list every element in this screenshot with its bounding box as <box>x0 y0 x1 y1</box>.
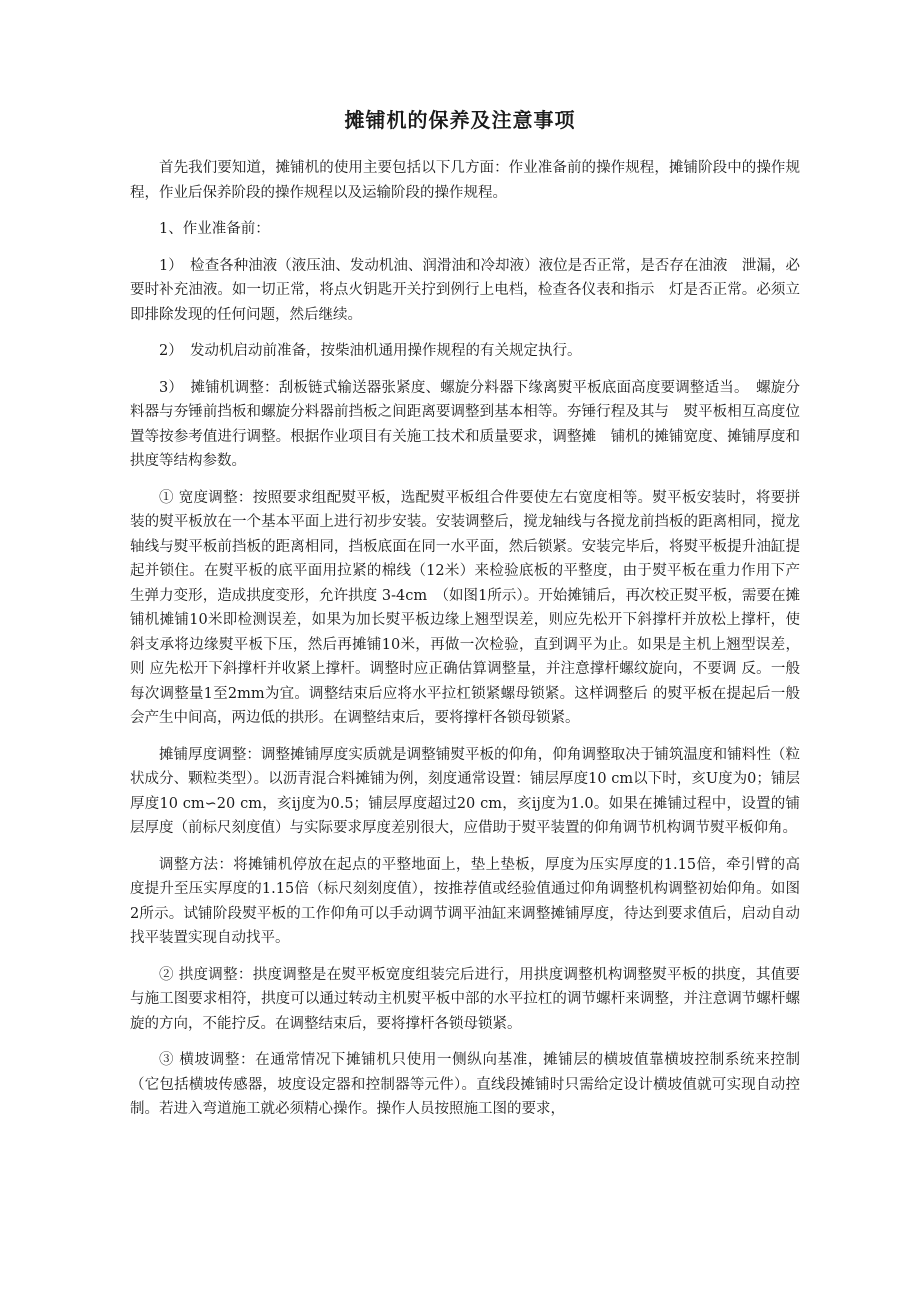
paragraph-step-1: 1） 检查各种油液（液压油、发动机油、润滑油和冷却液）液位是否正常，是否存在油液 泄漏，必要时补充油液。如一切正常，将点火钥匙开关拧到例行上电档，检查各仪表和指示 灯是否正常。必须立即排除发现的任何问题，然后继续。 <box>130 257 800 323</box>
document-body <box>130 156 800 1134</box>
paragraph-cross-slope-adjustment: ③ 横坡调整：在通常情况下摊铺机只使用一侧纵向基准，摊铺层的横坡值靠横坡控制系统来控制（它包括横坡传感器，坡度设定器和控制器等元件）。直线段摊铺时只需给定设计横坡值就可实现自动控制。若进入弯道施工就必须精心操作。操作人员按照施工图的要求， <box>130 1052 800 1117</box>
paragraph-step-3: 3） 摊铺机调整：刮板链式输送器张紧度、螺旋分料器下缘离熨平板底面高度要调整适当。 螺旋分料器与夯锤前挡板和螺旋分料器前挡板之间距离要调整到基本相等。夯锤行程及其与 熨平板相互高度位置等按参考值进行调整。根据作业项目有关施工技术和质量要求，调整摊 铺机的摊铺宽度、摊铺厚度和拱度等结构参数。 <box>130 379 800 469</box>
paragraph-intro: 首先我们要知道，摊铺机的使用主要包括以下几方面：作业准备前的操作规程，摊铺阶段中的操作规程，作业后保养阶段的操作规程以及运输阶段的操作规程。 <box>130 160 800 201</box>
paragraph-section-1-heading: 1、作业准备前： <box>159 221 270 237</box>
paragraph-width-adjustment: ① 宽度调整：按照要求组配熨平板，选配熨平板组合件要使左右宽度相等。熨平板安装时，将要拼装的熨平板放在一个基本平面上进行初步安装。安装调整后，搅龙轴线与各搅龙前挡板的距离相同，搅龙轴线与熨平板前挡板的距离相同，挡板底面在同一水平面，然后锁紧。安装完毕后，将熨平板提升油缸提起并锁住。在熨平板的底平面用拉紧的棉线（12米）来检验底板的平整度，由于熨平板在重力作用下产生弹力变形，造成拱度变形，允许拱度 3-4cm （如图1所示）。开始摊铺后，再次校正熨平板，需要在摊铺机摊铺10米即检测误差，如果为加长熨平板边缘上翘型误差，则应先松开下斜撑杆并放松上撑杆，使斜支承将边缘熨平板下压，然后再摊铺10米，再做一次检验，直到调平为止。如果是主机上翘型误差，则 应先松开下斜撑杆并收紧上撑杆。调整时应正确估算调整量，并注意撑杆螺纹旋向，不要调 反。一般每次调整量1至2mm为宜。调整结束后应将水平拉杠锁紧螺母锁紧。这样调整后 的熨平板在提起后一般会产生中间高，两边低的拱形。在调整结束后，要将撑杆各锁母锁紧。 <box>130 489 800 726</box>
paragraph-adjustment-method: 调整方法：将摊铺机停放在起点的平整地面上，垫上垫板，厚度为压实厚度的1.15倍，牵引臂的高度提升至压实厚度的1.15倍（标尺刻刻度值），按推荐值或经验值通过仰角调整机构调整初始仰角。如图2所示。试铺阶段熨平板的工作仰角可以手动调节调平油缸来调整摊铺厚度，待达到要求值后，启动自动找平装置实现自动找平。 <box>130 856 800 946</box>
document-title: 摊铺机的保养及注意事项 <box>344 108 576 132</box>
paragraph-thickness-adjustment: 摊铺厚度调整：调整摊铺厚度实质就是调整铺熨平板的仰角，仰角调整取决于铺筑温度和铺料性（粒状成分、颗粒类型）。以沥青混合料摊铺为例，刻度通常设置：铺层厚度10 cm以下时，亥U度为0；铺层厚度10 cm∽20 cm，亥ij度为0.5；铺层厚度超过20 cm，亥ij度为1.0。如果在摊铺过程中，设置的铺层厚度（前标尺刻度值）与实际要求厚度差别很大，应借助于熨平装置的仰角调节机构调节熨平板仰角。 <box>130 746 800 836</box>
paragraph-camber-adjustment: ② 拱度调整：拱度调整是在熨平板宽度组装完后进行，用拱度调整机构调整熨平板的拱度，其值要与施工图要求相符，拱度可以通过转动主机熨平板中部的水平拉杠的调节螺杆来调整，并注意调节螺杆螺旋的方向，不能拧反。在调整结束后，要将撑杆各锁母锁紧。 <box>130 966 800 1032</box>
paragraph-step-2: 2） 发动机启动前准备，按柴油机通用操作规程的有关规定执行。 <box>159 343 582 359</box>
